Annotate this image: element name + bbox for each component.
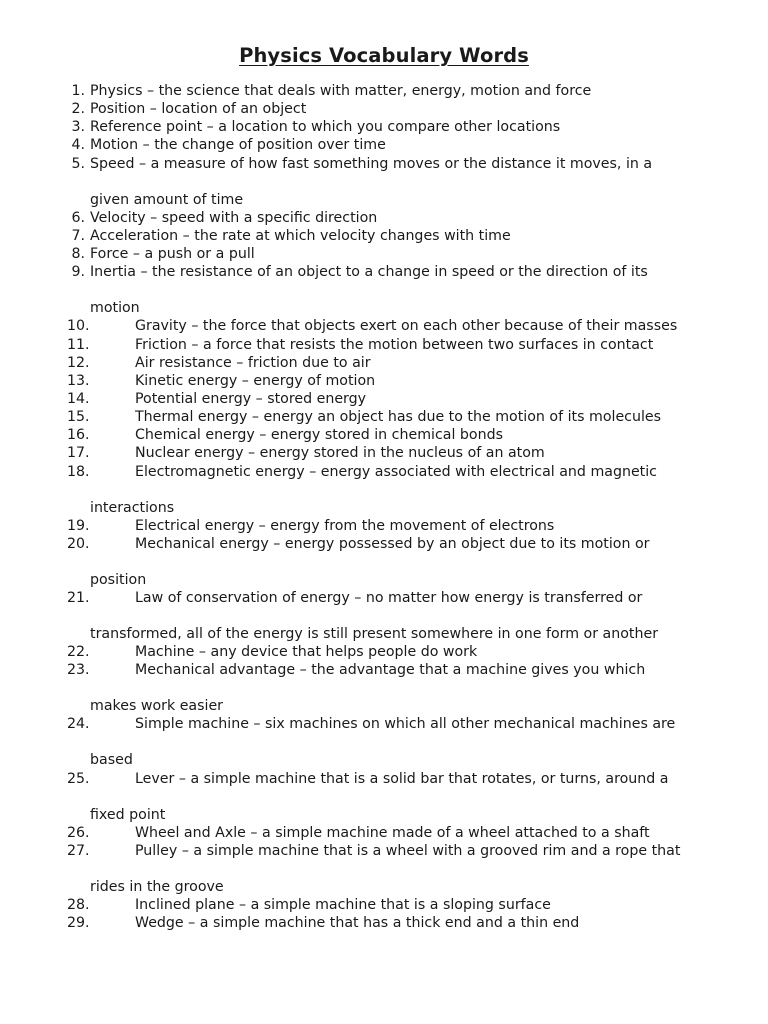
item-number: 18. [67,463,90,480]
item-number: 19. [67,517,90,534]
vocab-item [0,246,768,264]
vocab-item [0,228,768,246]
vocab-item [0,355,768,373]
item-continuation: transformed, all of the energy is still present somewhere in one form or another [90,626,659,642]
item-number: 4. [71,137,85,154]
item-continuation: fixed point [90,806,166,823]
item-number: 26. [67,824,90,841]
item-number: 16. [67,427,90,444]
vocab-item [0,716,768,769]
item-text: Mechanical energy – energy possessed by an object due to its motion or [135,535,650,552]
item-number: 3. [71,119,85,136]
item-number: 13. [67,372,90,389]
item-continuation: makes work easier [90,698,224,715]
item-text: Machine – any device that helps people do work [135,644,478,661]
vocab-item [0,590,768,642]
item-text: Potential energy – stored energy [135,390,367,407]
item-number: 6. [71,209,85,226]
item-text: Air resistance – friction due to air [135,354,371,371]
item-text: Wheel and Axle – a simple machine made of a wheel attached to a shaft [135,824,650,841]
vocab-item [0,83,768,101]
vocab-item [0,137,768,155]
item-number: 28. [67,897,90,914]
vocab-item [0,264,768,317]
item-number: 29. [67,915,90,932]
item-number: 25. [67,770,90,787]
item-number: 22. [67,644,90,661]
item-text: Position – location of an object [90,101,307,118]
vocab-item [0,101,768,119]
vocab-item [0,445,768,463]
item-number: 12. [67,354,90,371]
item-text: Lever – a simple machine that is a solid bar that rotates, or turns, around a [135,770,669,787]
vocab-item [0,409,768,427]
vocab-item [0,518,768,536]
item-continuation: position [90,571,147,588]
item-text: Kinetic energy – energy of motion [135,372,376,389]
vocab-item [0,391,768,409]
item-text: Acceleration – the rate at which velocity changes with time [90,227,511,244]
item-number: 17. [67,445,90,462]
item-number: 10. [67,318,90,335]
item-continuation: based [90,752,133,769]
vocab-item [0,373,768,391]
vocab-item [0,210,768,228]
item-text: Electromagnetic energy – energy associated with electrical and magnetic [135,463,657,480]
vocab-item [0,770,768,823]
vocab-item [0,644,768,662]
item-text: Force – a push or a pull [90,246,255,263]
item-text: Nuclear energy – energy stored in the nucleus of an atom [135,445,545,462]
item-number: 5. [71,155,85,172]
vocab-item [0,897,768,915]
item-number: 1. [71,83,85,99]
item-text: Gravity – the force that objects exert on each other because of their masses [135,318,678,335]
item-text: Reference point – a location to which you compare other locations [90,119,561,136]
vocab-item [0,842,768,895]
item-continuation: motion [90,300,140,317]
vocab-item [0,119,768,137]
item-text: Speed – a measure of how fast something moves or the distance it moves, in a [90,155,653,172]
item-number: 21. [67,590,90,606]
item-text: Friction – a force that resists the motion between two surfaces in contact [135,336,654,353]
vocab-item [0,915,768,933]
vocab-item [0,463,768,516]
item-continuation: rides in the groove [90,878,224,895]
item-text: Inertia – the resistance of an object to a change in speed or the direction of its [90,264,648,281]
item-number: 9. [71,264,85,281]
vocab-item [0,337,768,355]
item-text: Law of conservation of energy – no matter how energy is transferred or [135,590,643,606]
item-text: Thermal energy – energy an object has due to the motion of its molecules [135,409,662,426]
item-text: Wedge – a simple machine that has a thick end and a thin end [135,915,580,932]
item-text: Inclined plane – a simple machine that is a sloping surface [135,897,551,914]
item-text: Physics – the science that deals with matter, energy, motion and force [90,83,592,99]
item-number: 20. [67,535,90,552]
vocab-item [0,427,768,445]
item-number: 15. [67,409,90,426]
item-number: 23. [67,662,90,679]
item-text: Simple machine – six machines on which all other mechanical machines are [135,716,676,733]
vocab-item [0,825,768,843]
vocab-item [0,662,768,715]
vocab-item [0,535,768,588]
item-number: 7. [71,227,85,244]
item-number: 27. [67,842,90,859]
item-number: 11. [67,336,90,353]
vocab-item [0,318,768,336]
item-text: Pulley – a simple machine that is a wheel with a grooved rim and a rope that [135,842,681,859]
item-text: Chemical energy – energy stored in chemical bonds [135,427,503,444]
item-text: Velocity – speed with a specific direction [90,209,378,226]
item-number: 14. [67,390,90,407]
item-continuation: given amount of time [90,191,244,208]
page-title: Physics Vocabulary Words [239,44,529,67]
item-number: 8. [71,246,85,263]
item-number: 24. [67,716,90,733]
item-text: Motion – the change of position over time [90,137,386,154]
item-number: 2. [71,101,85,118]
item-text: Mechanical advantage – the advantage that a machine gives you which [135,662,646,679]
vocab-item [0,155,768,208]
item-continuation: interactions [90,499,175,516]
item-text: Electrical energy – energy from the movement of electrons [135,517,555,534]
